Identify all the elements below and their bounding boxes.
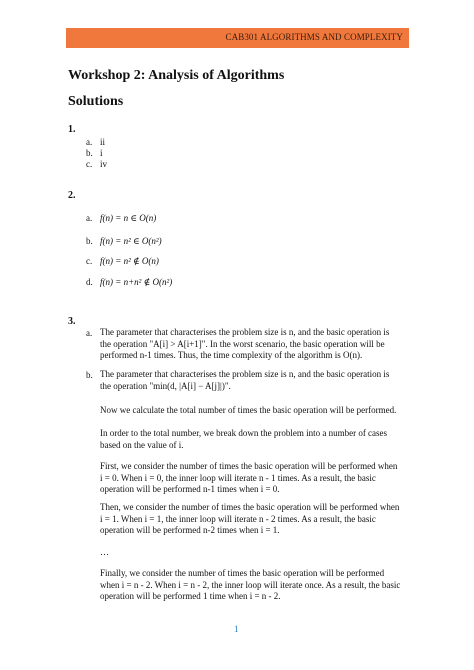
q2-item-c-text: f(n) = n² ∉ O(n) xyxy=(100,256,159,266)
q3-b-paragraph-2: In order to the total number, we break down the problem into a number of cases based on the value of i. xyxy=(100,428,388,450)
q1-item-b-label: b. xyxy=(86,148,93,158)
q1-item-b-text: i xyxy=(100,148,103,158)
q3-b-paragraph-3: First, we consider the number of times the basic operation will be performed when i = 0. When i = 0, the inner loop will iterate n - 1 times. As a result, the basic operation will be performed n-1 times when i = 0. xyxy=(100,461,398,494)
question-1-number: 1. xyxy=(68,124,76,135)
q1-item-a-label: a. xyxy=(86,137,93,147)
q2-item-c xyxy=(86,256,159,267)
q1-item-c xyxy=(86,159,107,170)
q2-item-a-text: f(n) = n ∈ O(n) xyxy=(100,213,157,223)
q2-item-c-label: c. xyxy=(86,256,93,266)
header-course-title: CAB301 ALGORITHMS AND COMPLEXITY xyxy=(225,32,403,42)
question-3-number: 3. xyxy=(68,316,76,327)
q1-item-c-text: iv xyxy=(100,159,108,169)
document-subtitle: Solutions xyxy=(68,94,124,109)
q1-item-a xyxy=(86,137,105,148)
q3-b-paragraph-5: … xyxy=(100,547,109,557)
q2-item-b-label: b. xyxy=(86,236,93,246)
q3-b-paragraph-1: Now we calculate the total number of times the basic operation will be performed. xyxy=(100,405,397,415)
q3-b-paragraph-4: Then, we consider the number of times the basic operation will be performed when i = 1. When i = 1, the inner loop will iterate n - 2 times. As a result, the basic operation will be performed n-2 times when i = 1. xyxy=(100,502,400,535)
q2-item-b xyxy=(86,236,162,247)
q3-a-label: a. xyxy=(86,328,93,338)
header-bar xyxy=(66,28,409,48)
q3-b-text: The parameter that characterises the problem size is n, and the basic operation is the operation "min(d, |A[i] − A[j]|)". xyxy=(100,369,390,391)
q1-item-b xyxy=(86,148,103,159)
question-2-number: 2. xyxy=(68,190,76,201)
q2-item-d-text: f(n) = n+n² ∉ O(n²) xyxy=(100,277,173,287)
q3-b-label: b. xyxy=(86,370,93,380)
q2-item-d xyxy=(86,277,172,288)
q2-item-b-text: f(n) = n² ∈ O(n²) xyxy=(100,236,162,246)
document-title: Workshop 2: Analysis of Algorithms xyxy=(68,68,285,83)
q3-a-text: The parameter that characterises the problem size is n, and the basic operation is the operation "A[i] > A[i+1]". In the worst scenario, the basic operation will be performed n-1 times. Thus, the time complexity of the algorithm is O(n). xyxy=(100,327,390,360)
q2-item-d-label: d. xyxy=(86,277,93,287)
q2-item-a-label: a. xyxy=(86,213,93,223)
q1-item-c-label: c. xyxy=(86,159,93,169)
q3-b-paragraph-6: Finally, we consider the number of times the basic operation will be performed when i = n - 2. When i = n - 2, the inner loop will iterate once. As a result, the basic operation will be performed 1 time when i = n - 2. xyxy=(100,568,401,601)
q2-item-a xyxy=(86,213,156,224)
page-number: 1 xyxy=(234,624,239,634)
q1-item-a-text: ii xyxy=(100,137,106,147)
